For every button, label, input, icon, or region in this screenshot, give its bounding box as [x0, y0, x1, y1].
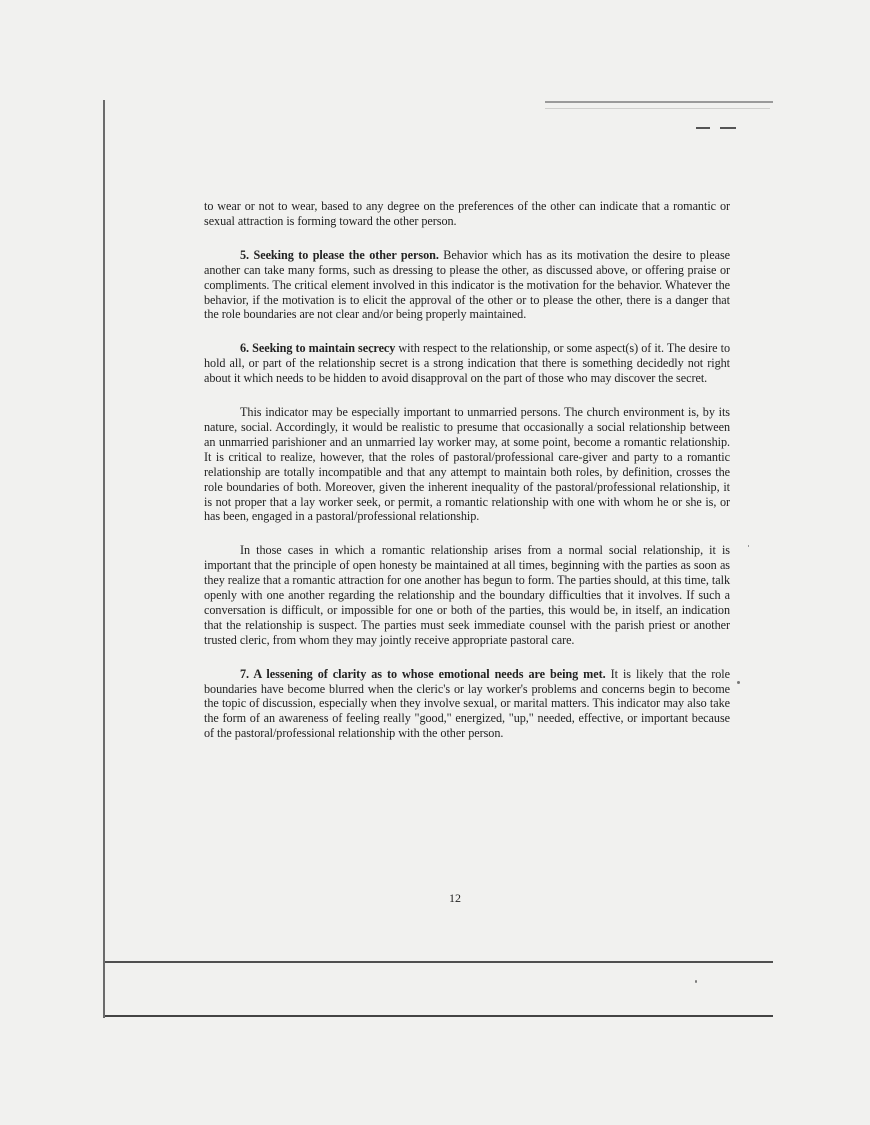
- paragraph-text: It is likely that the role boundaries have become blurred when the cleric's or lay worker's problems and concerns begin to become the topic of discussion, especially when they involve sexual, or marital matters. This indicator may also take the form of an awareness of feeling really "good," energized, "up," needed, effective, or important because of the pastoral/professional relationship with the other person.: [204, 666, 730, 741]
- indicator-heading: 7. A lessening of clarity as to whose emotional needs are being met.: [240, 666, 606, 681]
- paragraph-text: Behavior which has as its motivation the desire to please another can take many forms, such as dressing to please the other, as discussed above, or offering praise or compliments. The critical element involved in this indicator is the motivation for the behavior. Whatever the behavior, if the motivation is to elicit the approval of the other or to please the other, there is a danger that the role boundaries are not clear and/or being properly maintained.: [204, 247, 731, 322]
- paragraph-indicator-7: [204, 667, 730, 742]
- scan-speck: [737, 681, 740, 684]
- scan-speck: [748, 545, 749, 547]
- scan-top-rule: [545, 101, 773, 103]
- indicator-heading: 5. Seeking to please the other person.: [240, 247, 439, 262]
- paragraph-unmarried-persons: [204, 405, 730, 524]
- scan-left-edge: [103, 100, 105, 1018]
- document-body: [204, 199, 730, 760]
- paragraph-text: to wear or not to wear, based to any degree on the preferences of the other can indicate that a romantic or sexual attraction is forming toward the other person.: [204, 199, 730, 228]
- paragraph-text: This indicator may be especially important to unmarried persons. The church environment is, by its nature, social. Accordingly, it would be realistic to presume that occasionally a social relationship between an unmarried parishioner and an unmarried lay worker may, at some point, become a romantic relationship. It is critical to realize, however, that the roles of pastoral/professional care-giver and party to a romantic relationship are totally incompatible and that any attempt to maintain both roles, by definition, crosses the role boundaries of both. Moreover, given the inherent inequality of the pastoral/professional relationship, it is not proper that a lay worker seek, or permit, a romantic relationship with one with whom he or she is, or has been, engaged in a pastoral/professional relationship.: [204, 405, 730, 524]
- scan-bottom-rule: [105, 961, 773, 963]
- scan-speck: [695, 980, 697, 983]
- indicator-heading: 6. Seeking to maintain secrecy: [240, 341, 396, 356]
- scan-top-marks: [696, 127, 738, 129]
- scan-top-rule-faint: [545, 108, 770, 109]
- page-number: 12: [449, 891, 461, 905]
- paragraph-open-honesty: [204, 543, 730, 647]
- paragraph-dress-continuation: [204, 199, 730, 229]
- paragraph-text: with respect to the relationship, or some aspect(s) of it. The desire to hold all, or part of the relationship secret is a strong indication that there is something decidedly not right about it which needs to be hidden to avoid disapproval on the part of those who may discover the secret.: [204, 341, 730, 386]
- paragraph-indicator-6: [204, 341, 730, 386]
- paragraph-text: In those cases in which a romantic relationship arises from a normal social relationship, it is important that the principle of open honesty be maintained at all times, beginning with the parties as soon as they realize that a romantic attraction for one another has begun to form. The parties should, at this time, talk openly with one another regarding the relationship and the boundary difficulties that it involves. If such a conversation is difficult, or impossible for one or both of the parties, this would be, in itself, an indication that the relationship is suspect. The parties must seek immediate counsel with the parish priest or another trusted cleric, from whom they may jointly receive appropriate pastoral care.: [204, 543, 730, 647]
- paragraph-indicator-5: [204, 248, 730, 323]
- scan-bottom-rule-lower: [105, 1015, 773, 1017]
